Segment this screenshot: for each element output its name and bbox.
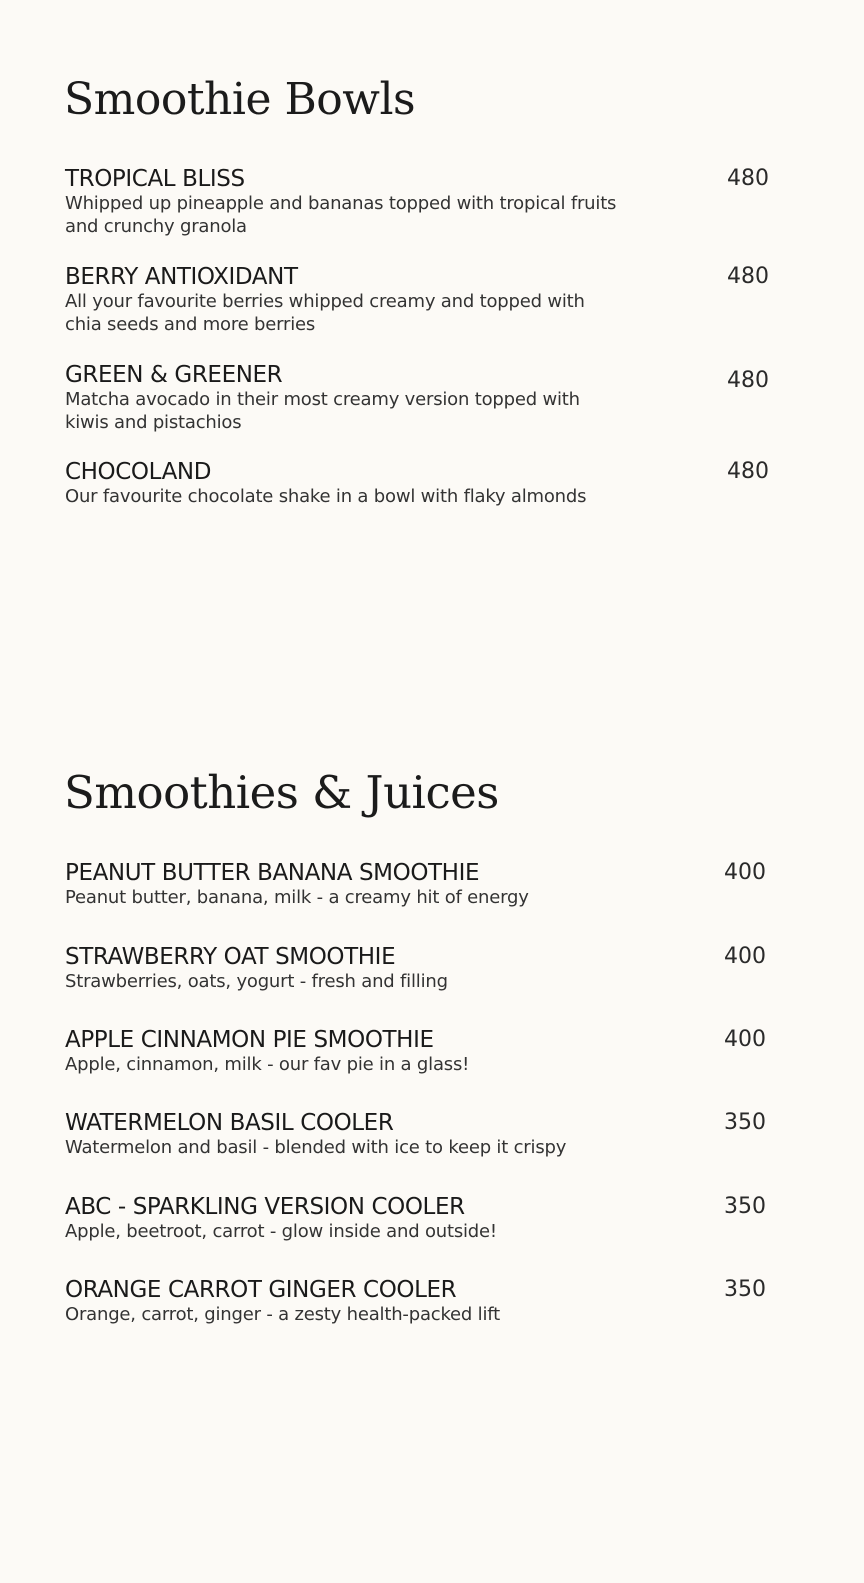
item-description: Apple, beetroot, carrot - glow inside and outside! bbox=[65, 1221, 497, 1242]
item-name: ORANGE CARROT GINGER COOLER bbox=[65, 1277, 457, 1303]
item-name: STRAWBERRY OAT SMOOTHIE bbox=[65, 944, 396, 970]
section-title-smoothies-and-juices: Smoothies & Juices bbox=[64, 766, 499, 819]
item-description: Matcha avocado in their most creamy version topped with kiwis and pistachios bbox=[65, 389, 580, 433]
menu-item-tropical-bliss bbox=[65, 166, 785, 238]
menu-item-orange-carrot-ginger-cooler bbox=[65, 1277, 785, 1326]
item-name: APPLE CINNAMON PIE SMOOTHIE bbox=[65, 1027, 434, 1053]
item-description: Apple, cinnamon, milk - our fav pie in a glass! bbox=[65, 1054, 470, 1075]
item-name: TROPICAL BLISS bbox=[65, 166, 245, 192]
item-name: ABC - SPARKLING VERSION COOLER bbox=[65, 1194, 465, 1220]
menu-item-berry-antioxidant bbox=[65, 264, 785, 336]
item-description: Strawberries, oats, yogurt - fresh and filling bbox=[65, 971, 448, 992]
menu-item-strawberry-oat-smoothie bbox=[65, 944, 785, 993]
menu-item-abc-sparkling-version-cooler bbox=[65, 1194, 785, 1243]
menu-item-apple-cinnamon-pie-smoothie bbox=[65, 1027, 785, 1076]
item-name: PEANUT BUTTER BANANA SMOOTHIE bbox=[65, 860, 480, 886]
item-description: Whipped up pineapple and bananas topped with tropical fruits and crunchy granola bbox=[65, 193, 617, 237]
item-price: 350 bbox=[724, 1194, 766, 1219]
item-description: Peanut butter, banana, milk - a creamy hit of energy bbox=[65, 887, 529, 908]
menu-item-green-and-greener bbox=[65, 362, 785, 434]
item-description: All your favourite berries whipped creamy and topped with chia seeds and more berries bbox=[65, 291, 585, 335]
item-price: 400 bbox=[724, 860, 766, 885]
section-title-smoothie-bowls: Smoothie Bowls bbox=[64, 74, 416, 125]
item-price: 480 bbox=[727, 459, 769, 484]
item-price: 400 bbox=[724, 1027, 766, 1052]
menu-item-chocoland bbox=[65, 459, 785, 508]
item-name: WATERMELON BASIL COOLER bbox=[65, 1110, 394, 1136]
item-price: 400 bbox=[724, 944, 766, 969]
item-description: Orange, carrot, ginger - a zesty health-packed lift bbox=[65, 1304, 500, 1325]
item-price: 480 bbox=[727, 368, 769, 393]
item-name: GREEN & GREENER bbox=[65, 362, 283, 388]
item-price: 480 bbox=[727, 264, 769, 289]
item-name: BERRY ANTIOXIDANT bbox=[65, 264, 298, 290]
item-price: 350 bbox=[724, 1110, 766, 1135]
item-description: Our favourite chocolate shake in a bowl with flaky almonds bbox=[65, 486, 587, 507]
item-price: 480 bbox=[727, 166, 769, 191]
item-name: CHOCOLAND bbox=[65, 459, 212, 485]
menu-item-watermelon-basil-cooler bbox=[65, 1110, 785, 1159]
item-description: Watermelon and basil - blended with ice to keep it crispy bbox=[65, 1137, 567, 1158]
item-price: 350 bbox=[724, 1277, 766, 1302]
menu-item-peanut-butter-banana-smoothie bbox=[65, 860, 785, 909]
